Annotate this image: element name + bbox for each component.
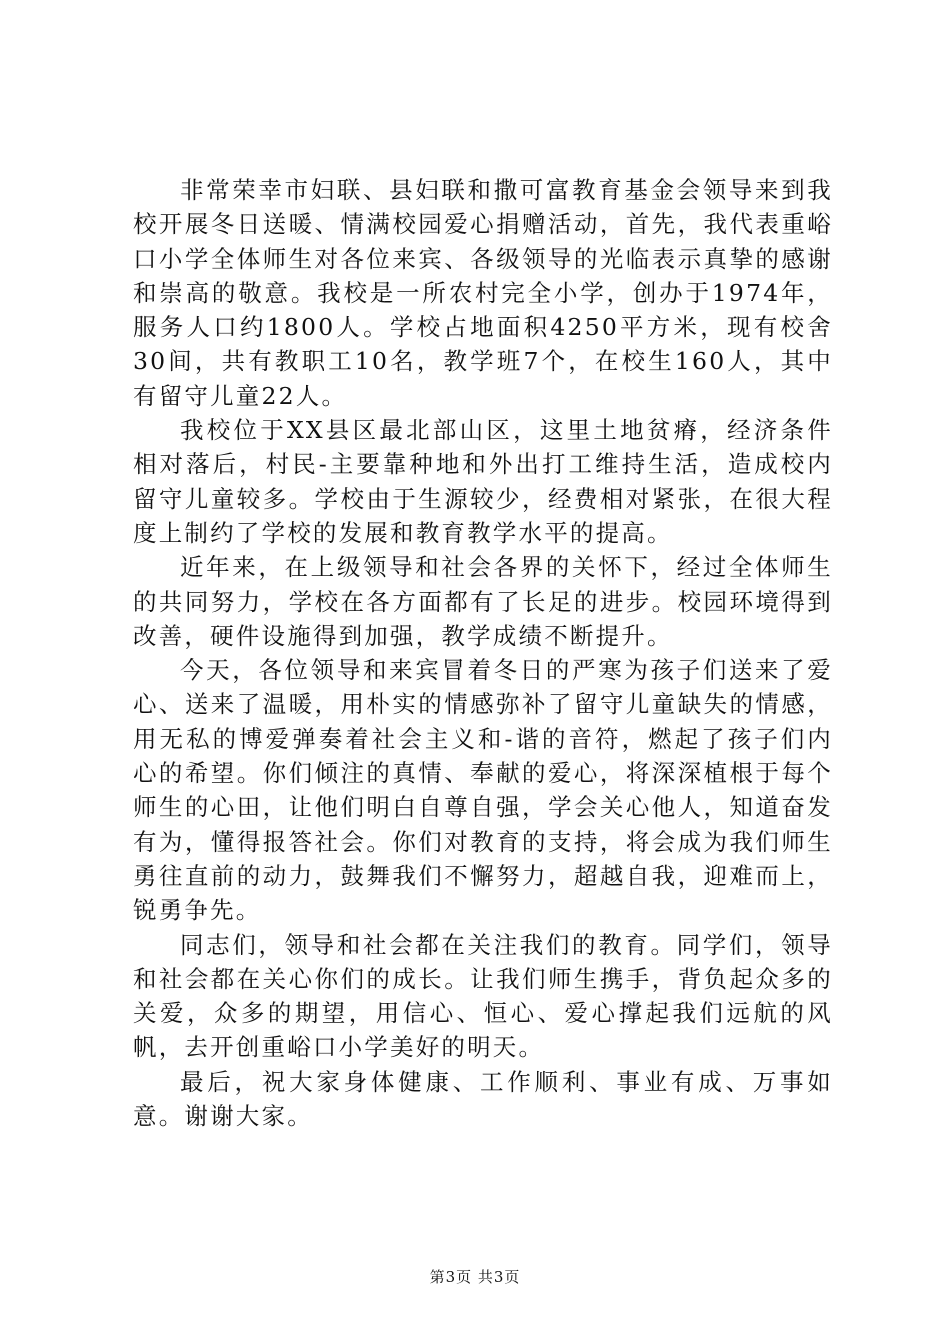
document-body [133, 173, 833, 1133]
paragraph-5: 同志们，领导和社会都在关注我们的教育。同学们，领导和社会都在关心你们的成长。让我们师生携手，背负起众多的关爱，众多的期望，用信心、恒心、爱心撑起我们远航的风帆，去开创重峪口小学美好的明天。 [133, 930, 833, 1062]
page-footer: 第3页 共3页 [429, 1268, 521, 1286]
paragraph-6: 最后，祝大家身体健康、工作顺利、事业有成、万事如意。谢谢大家。 [133, 1067, 833, 1131]
paragraph-2: 我校位于XX县区最北部山区，这里土地贫瘠，经济条件相对落后，村民-主要靠种地和外出打工维持生活，造成校内留守儿童较多。学校由于生源较少，经费相对紧张，在很大程度上制约了学校的发展和教育教学水平的提高。 [133, 416, 833, 547]
paragraph-4: 今天，各位领导和来宾冒着冬日的严寒为孩子们送来了爱心、送来了温暖，用朴实的情感弥补了留守儿童缺失的情感，用无私的博爱弹奏着社会主义和-谐的音符，燃起了孩子们内心的希望。你们倾注的真情、奉献的爱心，将深深植根于每个师生的心田，让他们明白自尊自强，学会关心他人，知道奋发有为，懂得报答社会。你们对教育的支持，将会成为我们师生勇往直前的动力，鼓舞我们不懈努力，超越自我，迎难而上，锐勇争先。 [133, 656, 833, 925]
paragraph-1: 非常荣幸市妇联、县妇联和撒可富教育基金会领导来到我校开展冬日送暖、情满校园爱心捐赠活动，首先，我代表重峪口小学全体师生对各位来宾、各级领导的光临表示真挚的感谢和崇高的敬意。我校是一所农村完全小学，创办于1974年，服务人口约1800人。学校占地面积4250平方米，现有校舍30间，共有教职工10名，教学班7个，在校生160人，其中有留守儿童22人。 [133, 176, 833, 410]
paragraph-3: 近年来，在上级领导和社会各界的关怀下，经过全体师生的共同努力，学校在各方面都有了长足的进步。校园环境得到改善，硬件设施得到加强，教学成绩不断提升。 [133, 553, 833, 650]
